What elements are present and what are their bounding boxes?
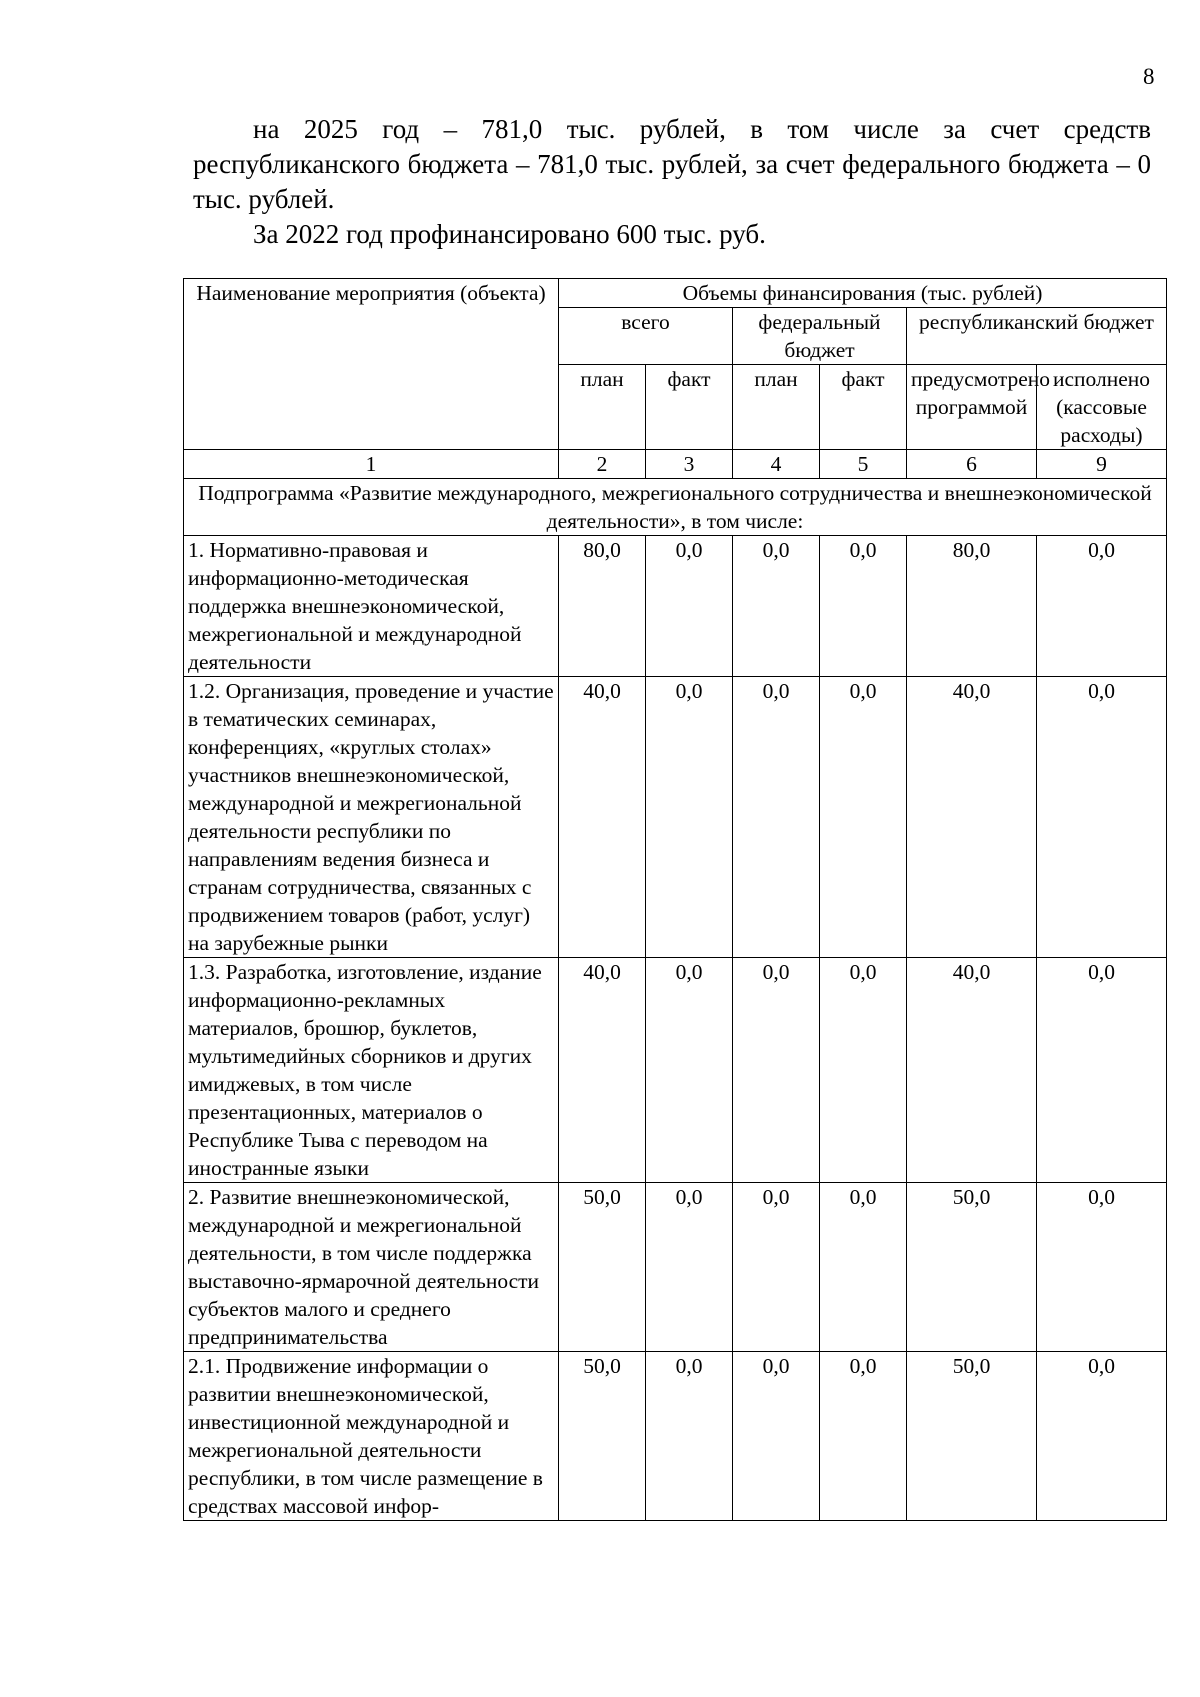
intro-text xyxy=(193,112,1151,252)
column-number: 4 xyxy=(733,450,820,479)
row-name: 2.1. Продвижение информации о развитии внешнеэкономической, инвестиционной международной и межрегиональной деятельности республики, в том числе размещение в средствах массовой инфор- xyxy=(184,1352,559,1521)
table-row xyxy=(184,1352,1167,1521)
republican-plan-cell: 40,0 xyxy=(907,958,1037,1183)
total-plan-cell: 50,0 xyxy=(559,1352,646,1521)
header-federal: федеральный бюджет xyxy=(733,308,907,365)
header-name: Наименование мероприятия (объекта) xyxy=(184,279,559,450)
total-plan-cell: 40,0 xyxy=(559,677,646,958)
federal-fact-cell: 0,0 xyxy=(820,1352,907,1521)
federal-fact-cell: 0,0 xyxy=(820,536,907,677)
total-plan-cell: 50,0 xyxy=(559,1183,646,1352)
column-number: 6 xyxy=(907,450,1037,479)
republican-plan-cell: 40,0 xyxy=(907,677,1037,958)
total-plan-cell: 40,0 xyxy=(559,958,646,1183)
column-number: 5 xyxy=(820,450,907,479)
subprogram-row xyxy=(184,479,1167,536)
republican-fact-cell: 0,0 xyxy=(1037,1183,1167,1352)
federal-fact-cell: 0,0 xyxy=(820,958,907,1183)
federal-plan-cell: 0,0 xyxy=(733,1352,820,1521)
table-row xyxy=(184,536,1167,677)
table-row xyxy=(184,958,1167,1183)
header-federal-fact: факт xyxy=(820,365,907,450)
federal-plan-cell: 0,0 xyxy=(733,536,820,677)
row-name: 1. Нормативно-правовая и информационно-методическая поддержка внешнеэкономической, межрегиональной и международной деятельности xyxy=(184,536,559,677)
republican-plan-cell: 50,0 xyxy=(907,1183,1037,1352)
page-number: 8 xyxy=(1143,64,1155,89)
intro-paragraph-financed-2022: За 2022 год профинансировано 600 тыс. руб. xyxy=(253,219,766,249)
column-number: 9 xyxy=(1037,450,1167,479)
row-name: 1.2. Организация, проведение и участие в тематических семинарах, конференциях, «круглых столах» участников внешнеэкономической, международной и межрегиональной деятельности республики по направлениям ведения бизнеса и странам сотрудничества, связанных с продвижением товаров (работ, услуг) на зарубежные рынки xyxy=(184,677,559,958)
header-total-fact: факт xyxy=(646,365,733,450)
column-number: 1 xyxy=(184,450,559,479)
republican-fact-cell: 0,0 xyxy=(1037,1352,1167,1521)
republican-fact-cell: 0,0 xyxy=(1037,958,1167,1183)
column-numbers-row xyxy=(184,450,1167,479)
federal-plan-cell: 0,0 xyxy=(733,958,820,1183)
header-republican: республиканский бюджет xyxy=(907,308,1167,365)
table-row xyxy=(184,677,1167,958)
row-name: 1.3. Разработка, изготовление, издание информационно-рекламных материалов, брошюр, буклетов, мультимедийных сборников и других имиджевых, в том числе презентационных, материалов о Республике Тыва с переводом на иностранные языки xyxy=(184,958,559,1183)
republican-fact-cell: 0,0 xyxy=(1037,536,1167,677)
header-republican-provided: предусмотрено программой xyxy=(907,365,1037,450)
federal-plan-cell: 0,0 xyxy=(733,677,820,958)
financing-table xyxy=(183,278,1167,1521)
row-name: 2. Развитие внешнеэкономической, международной и межрегиональной деятельности, в том числе поддержка выставочно-ярмарочной деятельности субъектов малого и среднего предпринимательства xyxy=(184,1183,559,1352)
total-fact-cell: 0,0 xyxy=(646,958,733,1183)
republican-plan-cell: 80,0 xyxy=(907,536,1037,677)
header-total: всего xyxy=(559,308,733,365)
federal-plan-cell: 0,0 xyxy=(733,1183,820,1352)
republican-fact-cell: 0,0 xyxy=(1037,677,1167,958)
total-fact-cell: 0,0 xyxy=(646,1183,733,1352)
header-federal-plan: план xyxy=(733,365,820,450)
total-plan-cell: 80,0 xyxy=(559,536,646,677)
total-fact-cell: 0,0 xyxy=(646,677,733,958)
column-number: 2 xyxy=(559,450,646,479)
federal-fact-cell: 0,0 xyxy=(820,677,907,958)
header-republican-executed: исполнено (кассовые расходы) xyxy=(1037,365,1167,450)
column-number: 3 xyxy=(646,450,733,479)
header-volumes: Объемы финансирования (тыс. рублей) xyxy=(559,279,1167,308)
header-total-plan: план xyxy=(559,365,646,450)
table-row xyxy=(184,1183,1167,1352)
republican-plan-cell: 50,0 xyxy=(907,1352,1037,1521)
intro-paragraph-funding-2025: на 2025 год – 781,0 тыс. рублей, в том числе за счет средств республиканского бюджета – 781,0 тыс. рублей, за счет федерального бюджета – 0 тыс. рублей. xyxy=(193,114,1151,214)
total-fact-cell: 0,0 xyxy=(646,1352,733,1521)
total-fact-cell: 0,0 xyxy=(646,536,733,677)
federal-fact-cell: 0,0 xyxy=(820,1183,907,1352)
header-row-1 xyxy=(184,279,1167,308)
subprogram-title: Подпрограмма «Развитие международного, межрегионального сотрудничества и внешнеэкономической деятельности», в том числе: xyxy=(184,479,1167,536)
